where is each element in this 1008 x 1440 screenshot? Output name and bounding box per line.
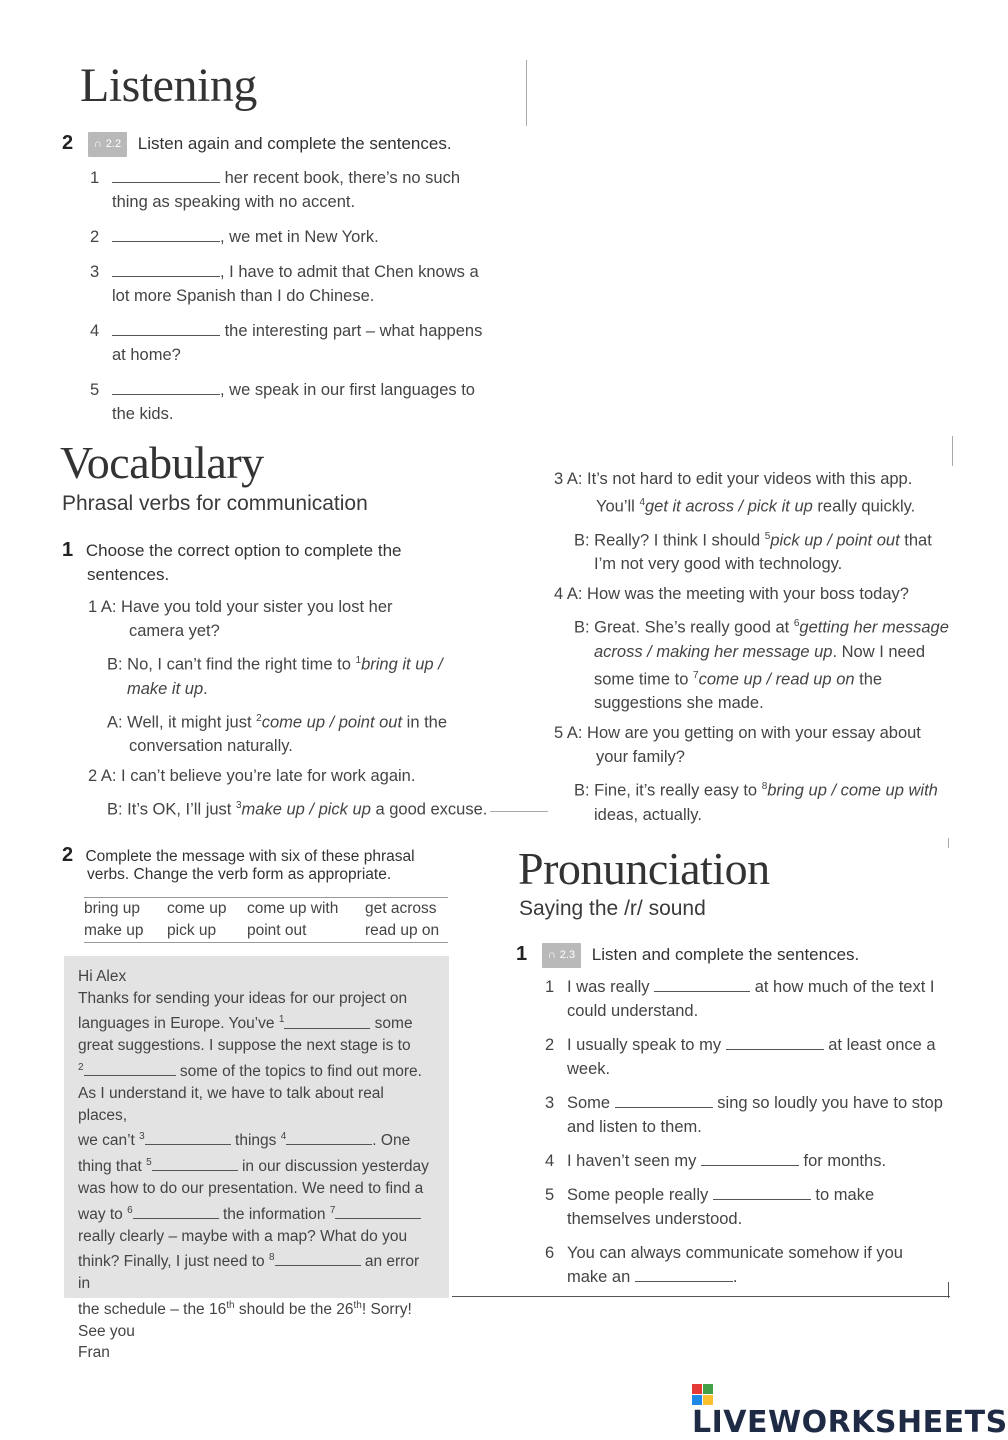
word-box: [84, 897, 448, 943]
task-number: 1: [62, 539, 74, 561]
answer-blank[interactable]: [335, 1205, 421, 1219]
list-item: 1 I was really at how much of the text I could understand.: [545, 978, 935, 1020]
list-item: 4 the interesting part – what happens at home?: [90, 322, 483, 364]
audio-badge[interactable]: ∩ 2.3: [542, 943, 581, 968]
answer-blank[interactable]: [112, 169, 220, 183]
task-number: 2: [62, 844, 74, 866]
vocab-task2-heading: 2 Complete the message with six of these phrasal: [62, 844, 415, 866]
listening-items: [90, 166, 530, 426]
answer-blank[interactable]: [284, 1015, 370, 1029]
word: pick up: [167, 922, 217, 939]
option-choice[interactable]: come up / read up on: [698, 670, 855, 688]
listening-task-heading: [62, 132, 452, 157]
list-item: 3 Some sing so loudly you have to stop and listen to them.: [545, 1094, 943, 1136]
divider: [452, 1296, 950, 1297]
answer-blank[interactable]: [713, 1186, 811, 1200]
list-item: 5 Some people really to make themselves understood.: [545, 1186, 875, 1228]
answer-blank[interactable]: [286, 1131, 372, 1145]
logo-icon: [692, 1384, 713, 1405]
answer-blank[interactable]: [145, 1131, 231, 1145]
answer-blank[interactable]: [133, 1205, 219, 1219]
option-choice[interactable]: bring up / come up with: [767, 781, 938, 800]
task-number: 1: [516, 943, 528, 965]
option-choice[interactable]: make it up: [127, 679, 204, 698]
option-choice[interactable]: come up / point out: [261, 713, 403, 731]
audio-badge[interactable]: ∩ 2.2: [88, 132, 127, 157]
list-item: 2 , we met in New York.: [90, 228, 379, 246]
word: read up on: [365, 922, 440, 939]
answer-blank[interactable]: [84, 1062, 176, 1076]
pronunciation-task-heading: [516, 943, 859, 968]
word: point out: [247, 922, 307, 939]
list-item: 4 I haven’t seen my for months.: [545, 1152, 887, 1170]
vocabulary-title: Vocabulary: [60, 437, 264, 488]
list-item: 2 I usually speak to my at least once a week.: [545, 1036, 936, 1078]
answer-blank[interactable]: [726, 1036, 824, 1050]
answer-blank[interactable]: [152, 1157, 238, 1171]
answer-blank[interactable]: [112, 263, 220, 277]
divider: [526, 60, 527, 126]
option-choice[interactable]: pick up / point out: [770, 531, 900, 549]
word: come up with: [247, 900, 339, 917]
divider: [952, 436, 953, 466]
list-item: 6 You can always communicate somehow if you make an .: [545, 1244, 903, 1286]
dialogue-1: 1 A: Have you told your sister you lost her camera yet? B: No, I can’t find the right time to $^1$bring it up / make it up. A: Well, it might just $^2$come up / point out in the conversation naturally. 2 A: I can’t believe you’re late for work again. B: It’s OK, I’ll just $^3$make up / pick up a good excuse.: [88, 598, 488, 819]
answer-blank[interactable]: [112, 322, 220, 336]
vocab-task2-instruction-2: verbs. Change the verb form as appropriate.: [87, 866, 392, 883]
pronunciation-title: Pronunciation: [518, 843, 770, 894]
headphones-icon: ∩: [547, 949, 556, 961]
answer-blank[interactable]: [112, 228, 220, 242]
answer-blank[interactable]: [275, 1252, 361, 1266]
headphones-icon: ∩: [93, 138, 102, 150]
vocab-task1-heading: 1 Choose the correct option to complete the: [62, 539, 402, 561]
word: bring up: [84, 900, 141, 917]
list-item: 1 her recent book, there’s no such thing as speaking with no accent.: [90, 169, 461, 211]
listening-title: Listening: [80, 59, 257, 112]
liveworksheets-logo: LIVEWORKSHEETS: [692, 1370, 1008, 1440]
pronunciation-subtitle: Saying the /r/ sound: [519, 897, 706, 920]
word: come up: [167, 900, 227, 917]
answer-blank[interactable]: [112, 381, 220, 395]
dialogue-2: 3 A: It’s not hard to edit your videos with this app. You’ll $^4$get it across / pick it up really quickly. B: Really? I think I should $^5$pick up / point out that I’m not very good with technology. 4 A: How was the meeting with your boss today? B: Great. She’s really good at $^6$getting her message across / making her message up. Now I need some time to $^7$come up / read up on the suggestions she made. 5 A: How are you getting on with your essay about your family? B: Fine, it’s really easy to $^8$bring up / come up with ideas, actually.: [554, 470, 949, 824]
message-box: Hi Alex Thanks for sending your ideas for our project on languages in Europe. You’ve $^1$ some great suggestions. I suppose the next stage is to $^2$ some of the topics to find out more. As I understand it, we have to talk about real places, we can’t $^3$ things $^4$ . One thing that $^5$ in our discussion yesterday was how to do our presentation. We need to find a way to $^6$ the information $^7$ really clearly – maybe with a map? What do you think? Finally, I just need to $^8$ an error in the schedule – the 16th should be the 26th! Sorry! See you Fran: [64, 956, 449, 1298]
list-item: 5 , we speak in our first languages to the kids.: [90, 381, 475, 423]
option-choice[interactable]: across / making her message up: [594, 642, 833, 661]
option-choice[interactable]: make up / pick up: [241, 800, 371, 819]
list-item: 3 , I have to admit that Chen knows a lot more Spanish than I do Chinese.: [90, 263, 479, 305]
task-instruction: Listen again and complete the sentences.: [137, 134, 452, 153]
answer-blank[interactable]: [615, 1094, 713, 1108]
pronunciation-items: [545, 975, 955, 1289]
divider: [948, 1282, 949, 1298]
task-number: 2: [62, 132, 74, 154]
answer-blank[interactable]: [654, 978, 750, 992]
divider: [948, 838, 949, 848]
vocabulary-subtitle: Phrasal verbs for communication: [62, 492, 368, 515]
divider: [490, 811, 548, 812]
word: get across: [365, 900, 437, 917]
task-instruction: Listen and complete the sentences.: [591, 945, 860, 964]
answer-blank[interactable]: [635, 1268, 733, 1282]
answer-blank[interactable]: [701, 1152, 799, 1166]
option-choice[interactable]: getting her message: [799, 618, 949, 637]
option-choice[interactable]: get it across / pick it up: [645, 497, 813, 516]
word: make up: [84, 922, 144, 939]
vocab-task1-instruction-2: sentences.: [87, 565, 170, 584]
option-choice[interactable]: bring it up /: [361, 655, 443, 674]
